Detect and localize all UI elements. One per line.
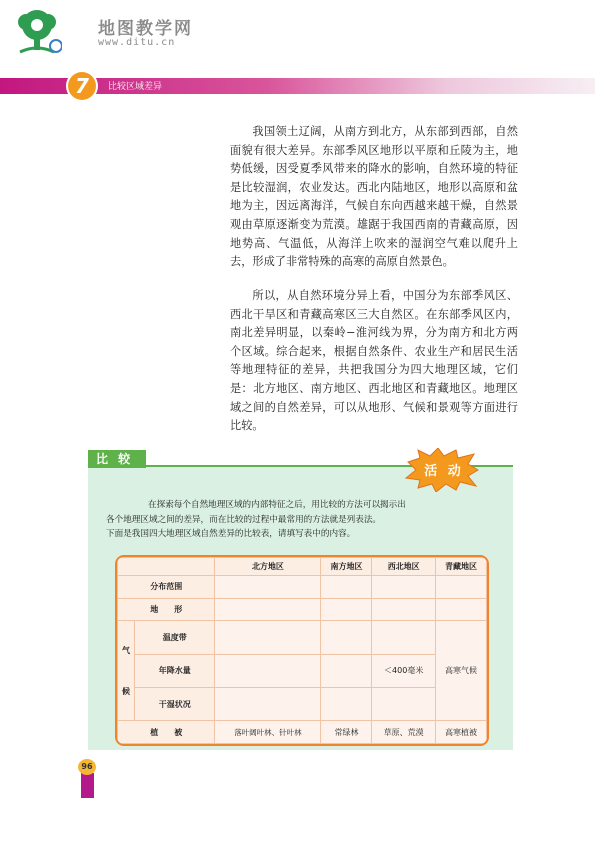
cell-climate-tibet: 高寒气候 (435, 621, 486, 721)
site-url: www.ditu.cn (98, 37, 176, 48)
row-temp: 温度带 (135, 621, 215, 654)
table-cell[interactable] (321, 621, 372, 654)
table-cell[interactable] (215, 687, 321, 720)
row-terrain: 地 形 (118, 598, 215, 621)
table-cell[interactable] (372, 621, 435, 654)
table-cell[interactable] (215, 598, 321, 621)
cell-veg-northwest: 草原、荒漠 (372, 721, 435, 744)
cell-veg-south: 常绿林 (321, 721, 372, 744)
chapter-band (0, 72, 595, 96)
page-number: 96 (78, 759, 96, 775)
col-tibet: 青藏地区 (435, 558, 486, 576)
body-paragraph-2: 所以，从自然环境分异上看，中国分为东部季风区、西北干旱区和青藏高寒区三大自然区。在东部季风区内，南北差异明显，以秦岭−淮河线为界，分为南方和北方两个区域。综合起来，根据自然条件、农业生产和居民生活等地理特征的差异，共把我国分为四大地理区域，它们是：北方地区、南方地区、西北地区和青藏地区。地理区域之间的自然差异，可以从地形、气候和景观等方面进行比较。 (230, 289, 518, 433)
table-cell[interactable] (372, 576, 435, 599)
body-paragraph-1: 我国领土辽阔，从南方到北方，从东部到西部，自然面貌有很大差异。东部季风区地形以平原和丘陵为主，地势低缓，因受夏季风带来的降水的影响，自然环境的特征是比较湿润，农业发达。西北内陆地区，地形以高原和盆地为主，因远离海洋，气候自东向西越来越干燥，自然景观由草原逐渐变为荒漠。雄踞于我国西南的青藏高原，因地势高、气温低，从海洋上吹来的湿润空气难以爬升上去，形成了非常特殊的高寒的高原自然景色。 (230, 125, 518, 269)
table-corner (118, 558, 215, 576)
col-south: 南方地区 (321, 558, 372, 576)
row-range: 分布范围 (118, 576, 215, 599)
row-precip: 年降水量 (135, 654, 215, 687)
row-vegetation: 植 被 (118, 721, 215, 744)
climate-char-2: 候 (122, 686, 130, 696)
cell-precip-northwest: ＜400毫米 (372, 654, 435, 687)
table-cell[interactable] (215, 621, 321, 654)
activity-instructions (106, 498, 496, 542)
page-number-bar (81, 773, 94, 798)
table-cell[interactable] (372, 687, 435, 720)
chapter-title: 比较区域差异 (108, 82, 163, 92)
table-cell[interactable] (435, 598, 486, 621)
cell-veg-tibet: 高寒植被 (435, 721, 486, 744)
table-cell[interactable] (321, 687, 372, 720)
col-north: 北方地区 (215, 558, 321, 576)
table-cell[interactable] (435, 576, 486, 599)
site-name: 地图教学网 (98, 19, 193, 39)
instruction-line-3: 下面是我国四大地理区域自然差异的比较表，请填写表中的内容。 (106, 529, 356, 539)
row-climate-group (118, 621, 135, 721)
cell-veg-north: 落叶阔叶林、针叶林 (215, 721, 321, 744)
compare-tab: 比 较 (88, 450, 146, 468)
col-northwest: 西北地区 (372, 558, 435, 576)
table-cell[interactable] (215, 654, 321, 687)
row-humidity: 干湿状况 (135, 687, 215, 720)
table-cell[interactable] (321, 654, 372, 687)
climate-char-1: 气 (122, 645, 130, 655)
comparison-table (115, 555, 489, 746)
table-cell[interactable] (215, 576, 321, 599)
table-cell[interactable] (372, 598, 435, 621)
table-cell[interactable] (321, 576, 372, 599)
ditu-logo-icon (12, 8, 62, 56)
instruction-line-1: 在探索每个自然地理区域的内部特征之后，用比较的方法可以揭示出 (148, 500, 406, 510)
chapter-number: 7 (68, 72, 96, 100)
activity-label: 活 动 (424, 464, 464, 479)
table-cell[interactable] (321, 598, 372, 621)
instruction-line-2: 各个地理区域之间的差异，而在比较的过程中最常用的方法就是列表法。 (106, 514, 382, 525)
